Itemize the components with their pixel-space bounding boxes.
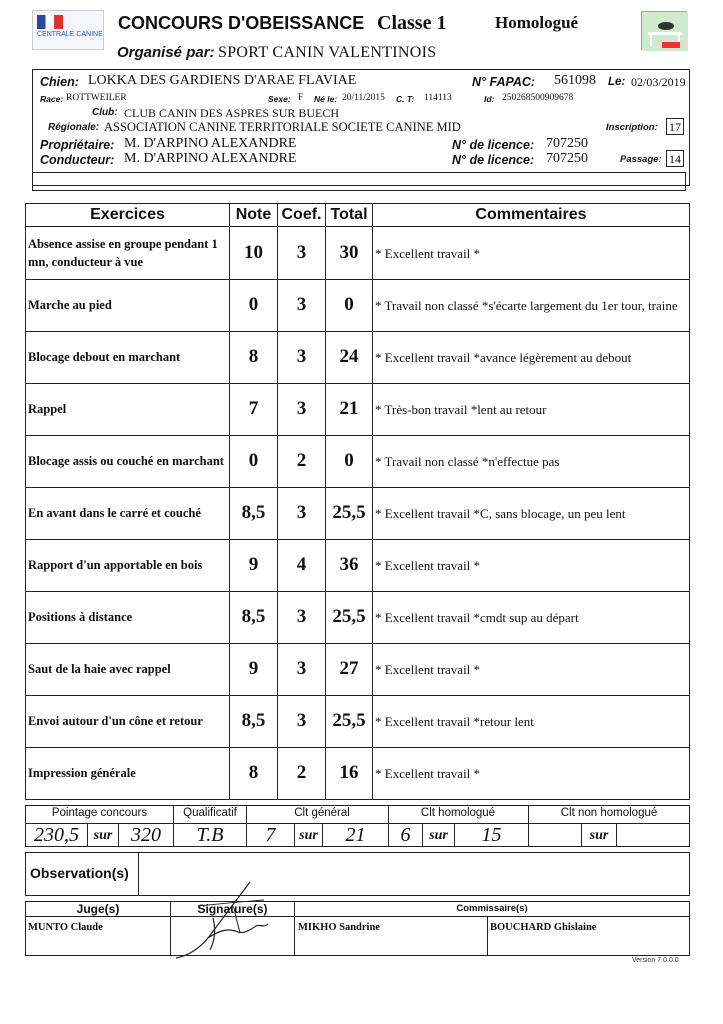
exercise-name: Absence assise en groupe pendant 1 mn, conducteur à vue	[28, 237, 218, 269]
clt-homologue-label: Clt homologué	[420, 807, 496, 819]
licence-cond-value: 707250	[546, 151, 588, 166]
exercise-comment: * Excellent travail *	[375, 765, 481, 781]
exercise-name: Positions à distance	[28, 610, 133, 624]
regionale-label: Régionale:	[48, 122, 100, 133]
header-note: Note	[235, 206, 272, 223]
conducteur-label: Conducteur:	[40, 153, 115, 167]
date-label: Le:	[608, 76, 626, 88]
exercise-total: 25,5	[332, 502, 366, 523]
observation-box	[25, 852, 690, 896]
exercise-name: En avant dans le carré et couché	[28, 506, 201, 520]
sexe-value: F	[298, 93, 304, 103]
exercise-total: 16	[339, 762, 359, 783]
clt-general-sur: sur	[299, 828, 318, 843]
exercise-name: Blocage assis ou couché en marchant	[28, 454, 224, 468]
exercise-comment: * Excellent travail *	[375, 557, 481, 573]
exercise-comment: * Excellent travail *	[375, 245, 481, 261]
exercise-name: Saut de la haie avec rappel	[28, 662, 171, 676]
centrale-canine-logo	[32, 10, 104, 50]
logo-text: CENTRALE CANINE	[37, 31, 103, 38]
clt-non-homologue-sur: sur	[589, 828, 609, 843]
fapac-value: 561098	[554, 73, 596, 88]
exercise-total: 21	[339, 398, 359, 419]
clt-general-value: 7	[265, 824, 276, 846]
inscription-label: Inscription:	[606, 122, 658, 133]
exercise-note: 8,5	[241, 606, 266, 627]
exercise-comment: * Travail non classé *s'écarte largement du 1er tour, traine	[375, 297, 678, 313]
id-label: Id:	[484, 94, 495, 104]
exercise-comment: * Travail non classé *n'effectue pas	[375, 453, 560, 469]
licence-cond-label: N° de licence:	[452, 153, 535, 167]
clt-homologue-sur: sur	[429, 828, 448, 843]
exercise-name: Blocage debout en marchant	[28, 350, 181, 364]
exercise-note: 8	[248, 762, 259, 783]
exercise-coef: 3	[296, 658, 307, 679]
header-exercices: Exercices	[90, 206, 165, 223]
exercise-coef: 3	[296, 346, 307, 367]
exercise-coef: 3	[296, 242, 307, 263]
exercise-name: Marche au pied	[28, 298, 112, 312]
exercise-total: 30	[339, 242, 359, 263]
exercise-coef: 3	[296, 606, 307, 627]
dog-photo-logo	[641, 11, 687, 50]
pointage-value: 230,5	[34, 824, 79, 846]
fapac-label: N° FAPAC:	[472, 75, 536, 89]
exercise-note: 9	[248, 554, 259, 575]
ct-label: C. T:	[396, 94, 415, 104]
club-value: CLUB CANIN DES ASPRES SUR BUECH	[124, 106, 340, 120]
exercise-total: 36	[339, 554, 359, 575]
club-label: Club:	[92, 107, 118, 118]
organise-value: SPORT CANIN VALENTINOIS	[218, 44, 437, 61]
exercise-name: Impression générale	[28, 766, 136, 780]
proprietaire-label: Propriétaire:	[40, 138, 115, 152]
classe-label: Classe 1	[377, 12, 447, 34]
chien-label: Chien:	[40, 75, 79, 89]
exercise-comment: * Excellent travail *cmdt sup au départ	[375, 609, 579, 625]
dog-jump-icon	[642, 12, 688, 51]
flag-icon	[37, 15, 63, 29]
exercise-coef: 2	[296, 450, 307, 471]
ne-label: Né le:	[314, 94, 338, 104]
exercise-total: 27	[339, 658, 359, 679]
exercise-note: 10	[244, 242, 263, 263]
exercise-name: Rappel	[28, 402, 67, 416]
sexe-label: Sexe:	[268, 94, 291, 104]
header-coef: Coef.	[281, 206, 322, 223]
signature-label: Signature(s)	[197, 902, 268, 916]
signature-box	[25, 901, 690, 956]
qualificatif-label: Qualificatif	[183, 807, 237, 819]
race-label: Race:	[40, 94, 64, 104]
ne-value: 20/11/2015	[342, 93, 385, 103]
id-value: 250268500909678	[502, 93, 574, 103]
homologue-label: Homologué	[495, 13, 579, 32]
juge-name: MUNTO Claude	[28, 922, 103, 933]
exercise-note: 8,5	[241, 710, 266, 731]
inscription-value: 17	[666, 118, 684, 135]
exercise-coef: 2	[296, 762, 307, 783]
ct-value: 114113	[424, 93, 452, 103]
clt-non-homologue-label: Clt non homologué	[560, 807, 658, 819]
proprietaire-value: M. D'ARPINO ALEXANDRE	[124, 136, 297, 151]
exercise-note: 0	[248, 450, 259, 471]
clt-homologue-max: 15	[481, 824, 502, 846]
exercise-name: Envoi autour d'un cône et retour	[28, 714, 203, 728]
exercise-coef: 3	[296, 294, 307, 315]
exercise-coef: 3	[296, 710, 307, 731]
exercise-total: 25,5	[332, 606, 366, 627]
clt-non-homologue-max	[617, 825, 689, 846]
exercise-comment: * Excellent travail *	[375, 661, 481, 677]
organise-label: Organisé par:	[117, 44, 215, 61]
exercise-coef: 4	[296, 554, 307, 575]
pointage-sur: sur	[93, 828, 113, 843]
clt-general-max: 21	[345, 824, 366, 846]
pointage-label: Pointage concours	[51, 807, 148, 819]
version-label: Version 7.0.0.0	[632, 957, 679, 964]
pointage-max: 320	[131, 824, 161, 846]
handwritten-signature	[168, 878, 278, 960]
passage-label: Passage:	[620, 154, 662, 165]
header-commentaires: Commentaires	[475, 206, 587, 223]
exercise-table	[25, 203, 690, 800]
licence-prop-label: N° de licence:	[452, 138, 535, 152]
conducteur-value: M. D'ARPINO ALEXANDRE	[124, 151, 297, 166]
regionale-value: ASSOCIATION CANINE TERRITORIALE SOCIETE CANINE MID	[104, 120, 461, 134]
qualificatif-value: T.B	[196, 824, 224, 846]
observation-label: Observation(s)	[30, 865, 129, 881]
exercise-note: 7	[248, 398, 259, 419]
exercise-note: 8	[248, 346, 259, 367]
clt-non-homologue-value	[529, 825, 581, 846]
clt-homologue-value: 6	[400, 824, 411, 846]
exercise-note: 8,5	[241, 502, 266, 523]
exercise-comment: * Excellent travail *retour lent	[375, 713, 534, 729]
chien-value: LOKKA DES GARDIENS D'ARAE FLAVIAE	[88, 73, 357, 88]
exercise-name: Rapport d'un apportable en bois	[28, 558, 203, 572]
exercise-total: 0	[344, 294, 354, 315]
exercise-comment: * Excellent travail *avance légèrement au debout	[375, 349, 632, 365]
exercise-note: 0	[248, 294, 259, 315]
commissaire-label: Commissaire(s)	[456, 903, 528, 914]
exercise-comment: * Très-bon travail *lent au retour	[375, 401, 547, 417]
exercise-coef: 3	[296, 398, 307, 419]
juges-label: Juge(s)	[76, 902, 120, 916]
exercise-comment: * Excellent travail *C, sans blocage, un peu lent	[375, 505, 626, 521]
commissaire-1-name: MIKHO Sandrine	[298, 922, 380, 933]
clt-general-label: Clt général	[294, 807, 350, 819]
passage-value: 14	[666, 150, 684, 167]
race-value: ROTTWEILER	[66, 93, 127, 103]
commissaire-2-name: BOUCHARD Ghislaine	[490, 922, 597, 933]
exercise-total: 0	[344, 450, 354, 471]
page-title: CONCOURS D'OBEISSANCE	[118, 13, 365, 33]
exercise-coef: 3	[296, 502, 307, 523]
header-total: Total	[330, 206, 368, 223]
date-value: 02/03/2019	[631, 75, 686, 89]
exercise-total: 24	[339, 346, 359, 367]
exercise-note: 9	[248, 658, 259, 679]
exercise-total: 25,5	[332, 710, 366, 731]
pointage-box	[25, 805, 690, 847]
licence-prop-value: 707250	[546, 136, 588, 151]
info-blank-field	[32, 172, 686, 191]
